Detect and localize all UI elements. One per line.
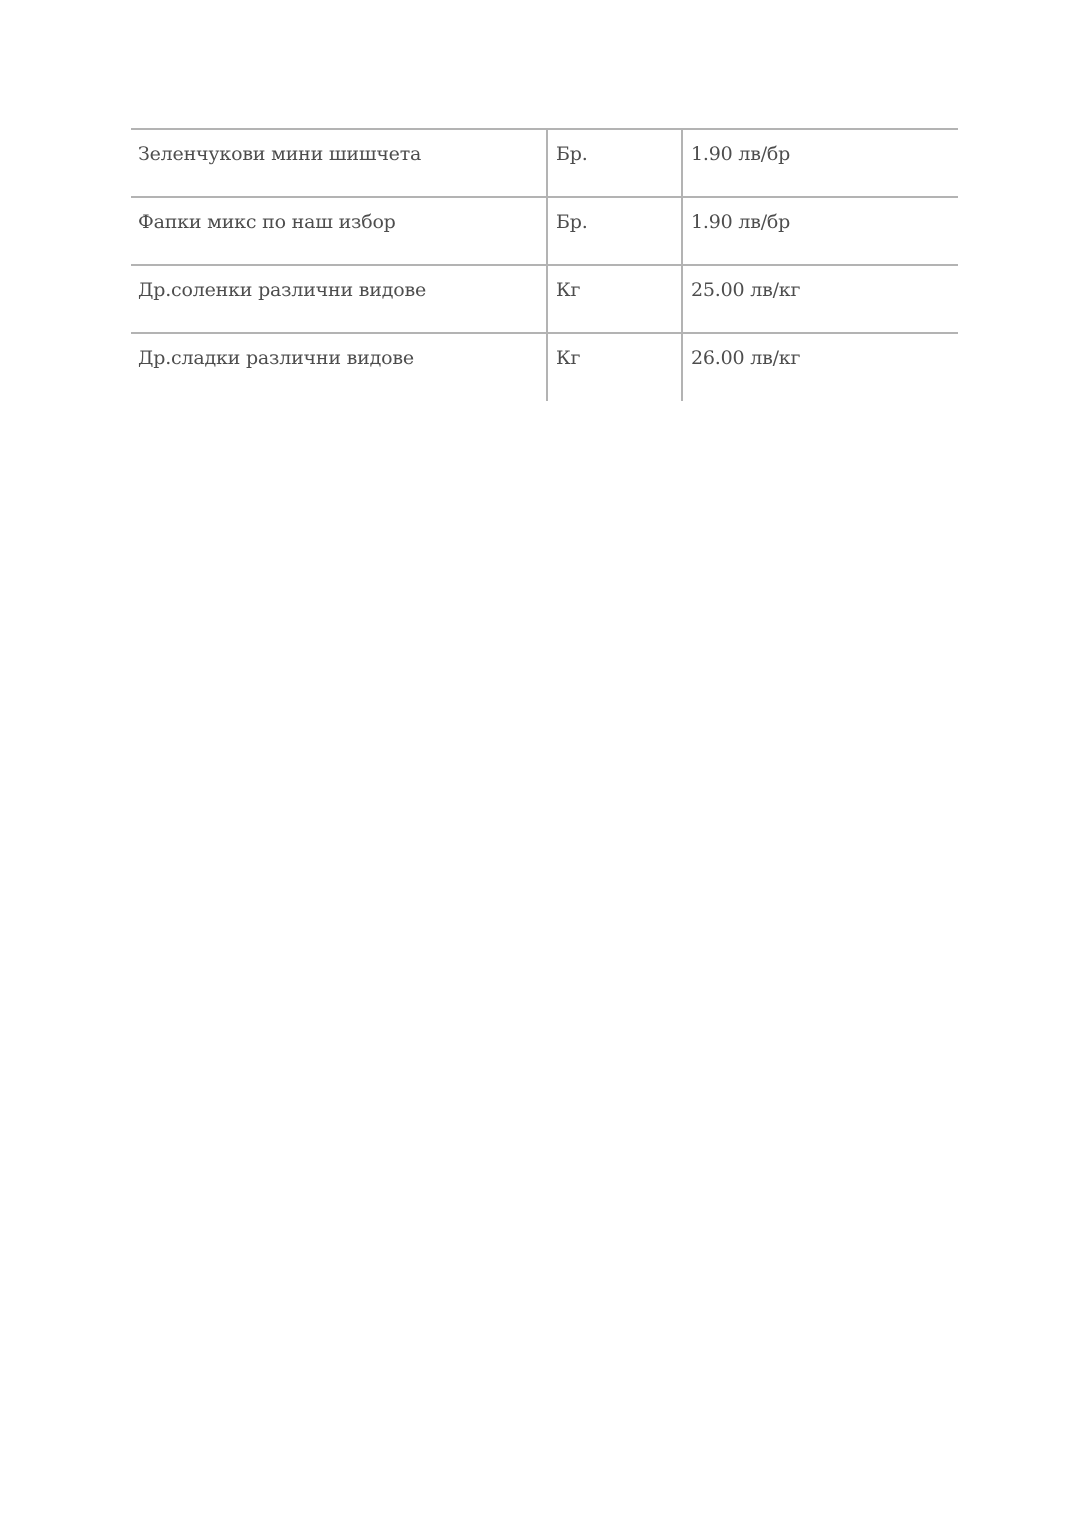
- item-price: 25.00 лв/кг: [682, 265, 958, 333]
- table-row: [131, 197, 958, 265]
- item-price: 1.90 лв/бр: [682, 197, 958, 265]
- item-price: 26.00 лв/кг: [682, 333, 958, 401]
- item-price: 1.90 лв/бр: [682, 129, 958, 197]
- table-row: [131, 265, 958, 333]
- price-table: [131, 128, 958, 401]
- table-row: [131, 333, 958, 401]
- item-name: Др.сладки различни видове: [131, 333, 547, 401]
- item-name: Др.соленки различни видове: [131, 265, 547, 333]
- table-row: [131, 129, 958, 197]
- item-unit: Бр.: [547, 129, 682, 197]
- item-name: Фапки микс по наш избор: [131, 197, 547, 265]
- item-unit: Бр.: [547, 197, 682, 265]
- item-name: Зеленчукови мини шишчета: [131, 129, 547, 197]
- item-unit: Кг: [547, 265, 682, 333]
- item-unit: Кг: [547, 333, 682, 401]
